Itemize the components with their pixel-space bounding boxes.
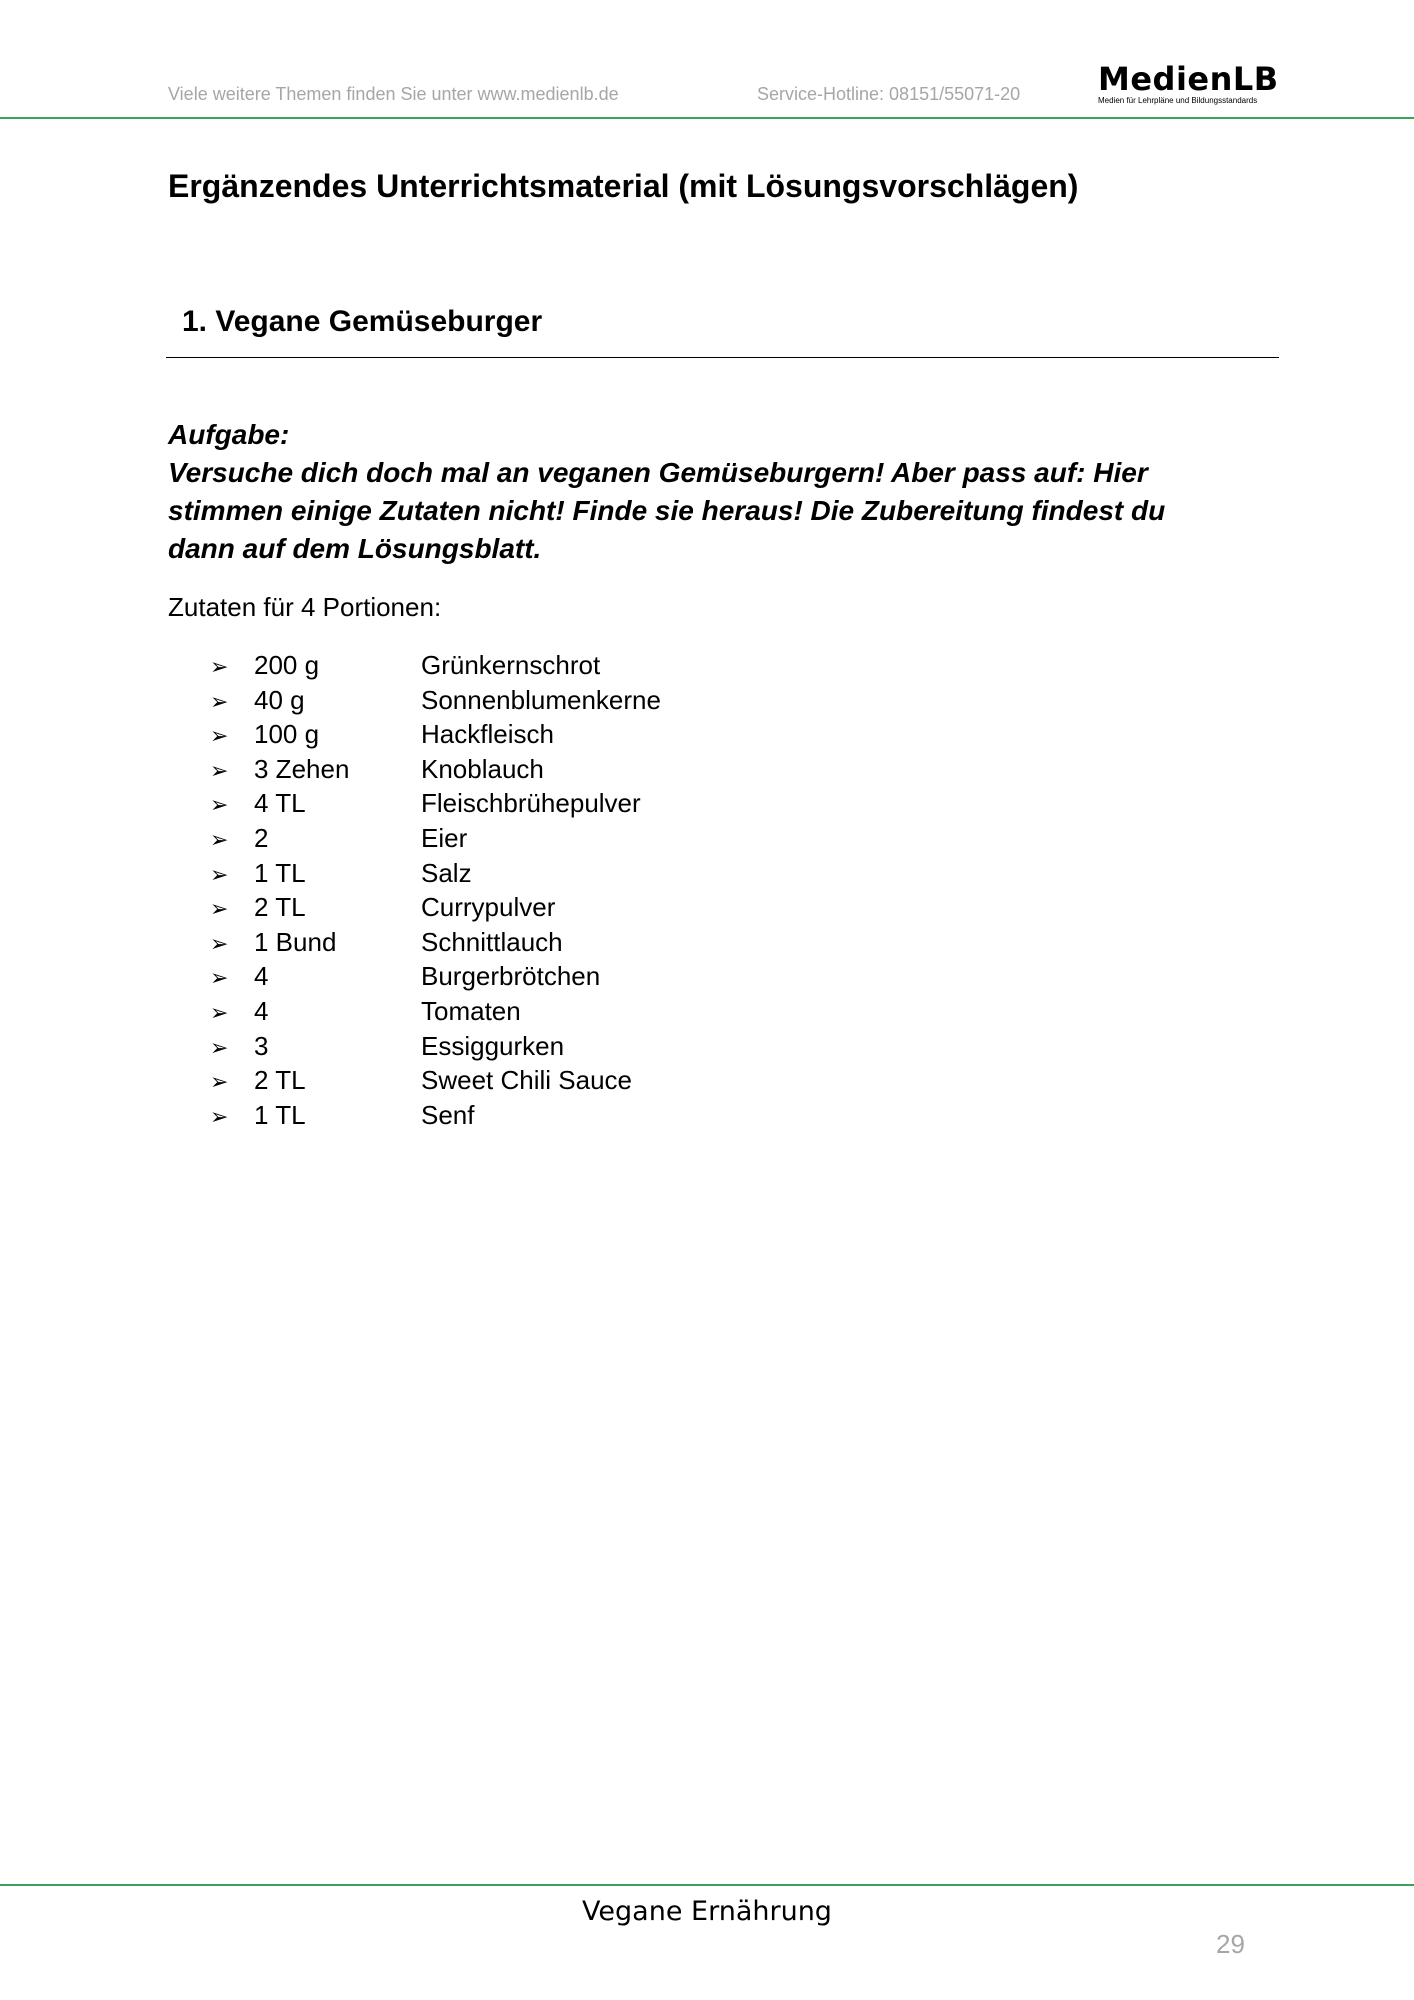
ingredient-quantity: 4 [254, 961, 269, 992]
ingredient-item [210, 856, 661, 891]
ingredient-name: Essiggurken [421, 1030, 565, 1061]
arrow-bullet-icon: ➢ [210, 792, 229, 818]
ingredients-list [210, 648, 661, 1132]
ingredient-name: Tomaten [421, 995, 521, 1026]
ingredient-quantity: 1 TL [254, 1099, 306, 1130]
ingredient-quantity: 100 g [254, 719, 320, 750]
ingredient-quantity: 200 g [254, 650, 320, 680]
ingredient-item [210, 1029, 661, 1064]
ingredient-item [210, 648, 661, 683]
ingredient-name: Knoblauch [421, 753, 544, 784]
task-block [168, 416, 1228, 568]
ingredient-item [210, 959, 661, 994]
ingredient-quantity: 4 [254, 995, 269, 1026]
ingredient-item [210, 821, 661, 856]
arrow-bullet-icon: ➢ [210, 861, 229, 887]
logo-name: MedienLB [1098, 60, 1279, 98]
ingredient-name: Grünkernschrot [421, 650, 601, 680]
ingredient-item [210, 786, 661, 821]
footer-divider [0, 1884, 1414, 1886]
task-label: Aufgabe: [168, 419, 290, 450]
ingredient-quantity: 1 Bund [254, 926, 337, 957]
header-divider [0, 117, 1414, 119]
arrow-bullet-icon: ➢ [210, 1069, 229, 1095]
document-title: Ergänzendes Unterrichtsmaterial (mit Lösungsvorschlägen) [168, 168, 1079, 204]
arrow-bullet-icon: ➢ [210, 688, 229, 714]
arrow-bullet-icon: ➢ [210, 1034, 229, 1060]
section-divider [166, 357, 1279, 358]
ingredient-name: Currypulver [421, 892, 556, 923]
page-number: 29 [1216, 1929, 1245, 1959]
arrow-bullet-icon: ➢ [210, 1103, 229, 1129]
medienlb-logo [1098, 62, 1290, 105]
ingredient-item [210, 1063, 661, 1098]
ingredient-item [210, 683, 661, 718]
ingredient-item [210, 925, 661, 960]
arrow-bullet-icon: ➢ [210, 999, 229, 1025]
ingredient-name: Fleischbrühepulver [421, 788, 641, 819]
task-text: Versuche dich doch mal an veganen Gemüseburgern! Aber pass auf: Hier stimmen einige Zutaten nicht! Finde sie heraus! Die Zubereitung findest du dann auf dem Lösungsblatt. [168, 457, 1166, 564]
ingredient-name: Salz [421, 857, 472, 888]
ingredient-item [210, 752, 661, 787]
arrow-bullet-icon: ➢ [210, 930, 229, 956]
ingredient-name: Eier [421, 822, 468, 853]
ingredient-quantity: 2 [254, 822, 269, 853]
ingredient-name: Sonnenblumenkerne [421, 684, 661, 715]
ingredient-name: Senf [421, 1099, 475, 1130]
arrow-bullet-icon: ➢ [210, 826, 229, 852]
section-title: 1. Vegane Gemüseburger [182, 305, 543, 338]
ingredient-quantity: 2 TL [254, 1065, 306, 1096]
ingredient-item [210, 717, 661, 752]
ingredients-intro: Zutaten für 4 Portionen: [168, 592, 442, 622]
page-header [0, 0, 1414, 120]
ingredient-name: Schnittlauch [421, 926, 563, 957]
ingredient-quantity: 1 TL [254, 857, 306, 888]
ingredient-name: Sweet Chili Sauce [421, 1065, 632, 1096]
logo-tagline: Medien für Lehrpläne und Bildungsstandards [1098, 96, 1258, 105]
ingredient-quantity: 3 Zehen [254, 753, 350, 784]
ingredient-item [210, 1098, 661, 1133]
ingredient-quantity: 3 [254, 1030, 269, 1061]
ingredient-quantity: 4 TL [254, 788, 306, 819]
ingredient-item [210, 890, 661, 925]
arrow-bullet-icon: ➢ [210, 654, 229, 679]
header-hotline: Service-Hotline: 08151/55071-20 [757, 84, 1021, 104]
footer-title: Vegane Ernährung [582, 1896, 832, 1927]
ingredient-quantity: 40 g [254, 684, 305, 715]
header-website-note: Viele weitere Themen finden Sie unter www.medienlb.de [168, 84, 619, 104]
arrow-bullet-icon: ➢ [210, 896, 229, 922]
ingredient-quantity: 2 TL [254, 892, 306, 923]
ingredient-name: Burgerbrötchen [421, 961, 601, 992]
arrow-bullet-icon: ➢ [210, 965, 229, 991]
arrow-bullet-icon: ➢ [210, 723, 229, 749]
ingredient-item [210, 994, 661, 1029]
ingredient-name: Hackfleisch [421, 719, 554, 750]
arrow-bullet-icon: ➢ [210, 757, 229, 783]
